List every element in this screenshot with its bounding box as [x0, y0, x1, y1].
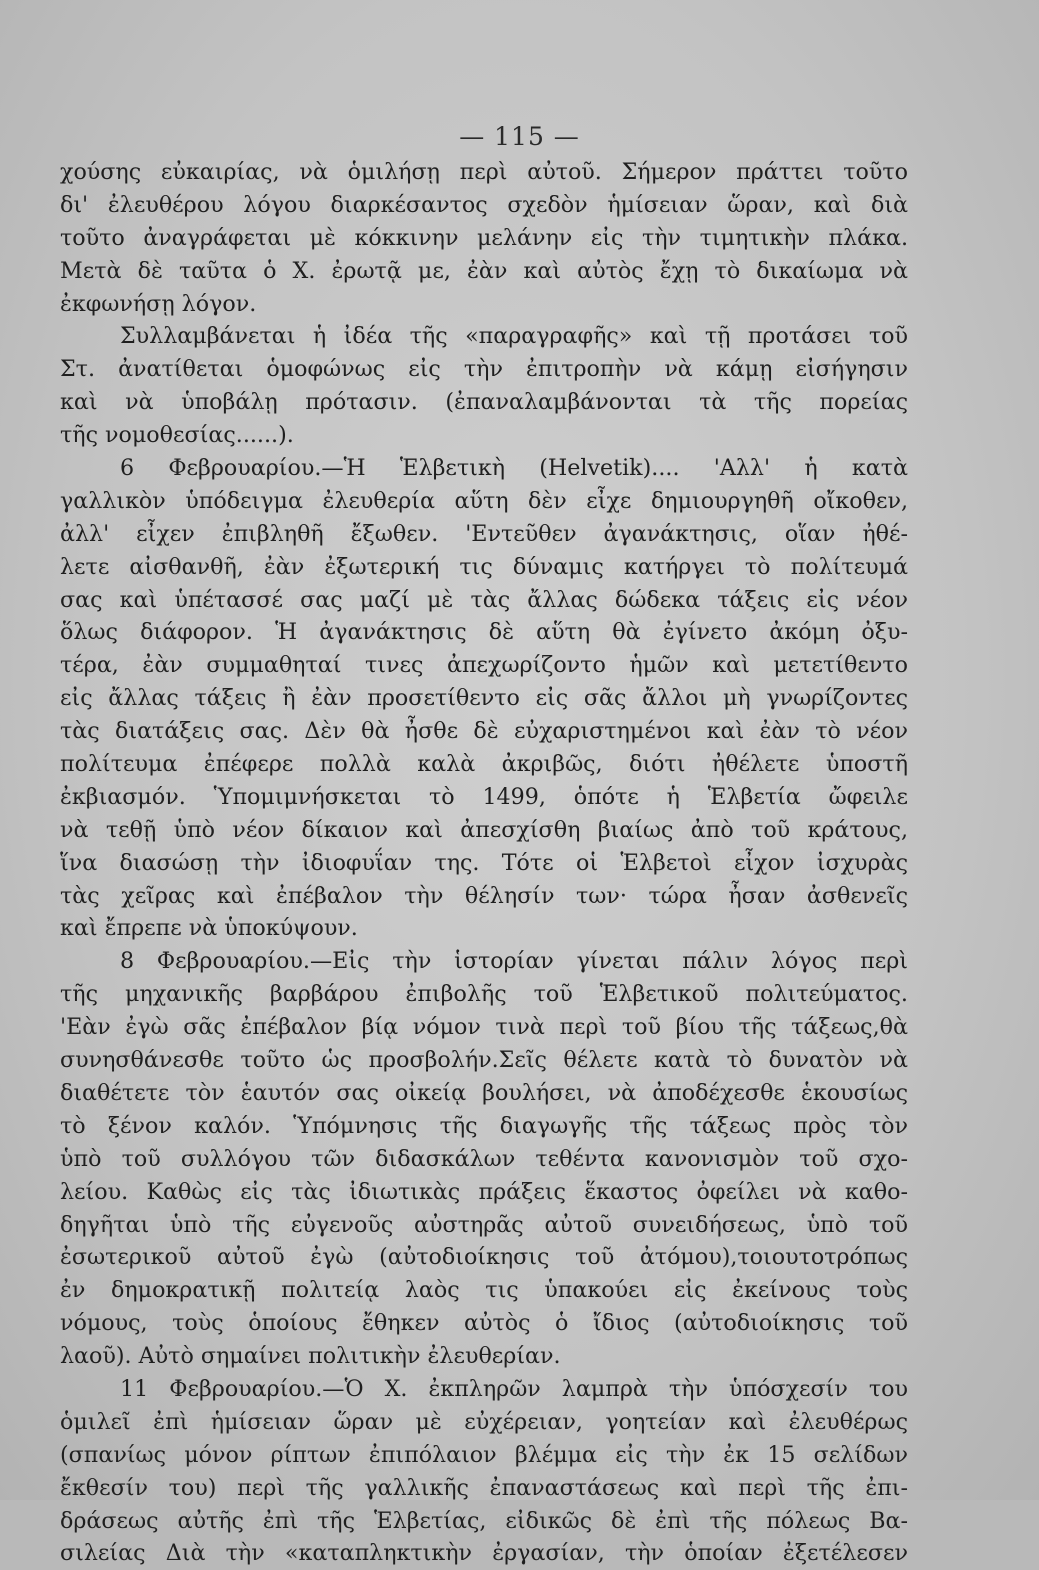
body-text: [60, 156, 908, 1570]
text-line: ἐν δημοκρατικῇ πολιτείᾳ λαὸς τις ὑπακούει εἰς ἐκείνους τοὺς: [60, 1277, 908, 1304]
text-line: συνησθάνεσθε τοῦτο ὡς προσβολήν.Σεῖς θέλετε κατὰ τὸ δυνατὸν νὰ: [60, 1047, 908, 1074]
text-line: λαοῦ). Αὐτὸ σημαίνει πολιτικὴν ἐλευθερίαν.: [60, 1343, 561, 1370]
text-line: ἐκφωνήσῃ λόγον.: [60, 290, 257, 317]
page-number: — 115 —: [459, 122, 580, 151]
text-line: τῆς νομοθεσίας......).: [60, 422, 294, 449]
text-line: (σπανίως μόνον ρίπτων ἐπιπόλαιον βλέμμα εἰς τὴν ἐκ 15 σελίδων: [60, 1441, 908, 1468]
text-line: ἐσωτερικοῦ αὐτοῦ ἐγὼ (αὐτοδιοίκησις τοῦ ἀτόμου),τοιουτοτρόπως: [60, 1244, 908, 1271]
text-line: τοῦτο ἀναγράφεται μὲ κόκκινην μελάνην εἰς τὴν τιμητικὴν πλάκα.: [60, 224, 908, 251]
text-line: 6 Φεβρουαρίου.—Ἡ Ἑλβετικὴ (Helvetik).... 'Αλλ' ἡ κατὰ: [120, 455, 908, 482]
text-line: τὰς χεῖρας καὶ ἐπέβαλον τὴν θέλησίν των· τώρα ἦσαν ἀσθενεῖς: [60, 882, 908, 909]
text-line: νὰ τεθῇ ὑπὸ νέον δίκαιον καὶ ἀπεσχίσθη βιαίως ἀπὸ τοῦ κράτους,: [60, 816, 908, 843]
text-line: καὶ νὰ ὑποβάλῃ πρότασιν. (ἐπαναλαμβάνονται τὰ τῆς πορείας: [60, 389, 908, 416]
text-line: ὁμιλεῖ ἐπὶ ἡμίσειαν ὥραν μὲ εὐχέρειαν, γοητείαν καὶ ἐλευθέρως: [60, 1408, 908, 1435]
text-line: 'Εὰν ἐγὼ σᾶς ἐπέβαλον βίᾳ νόμον τινὰ περὶ τοῦ βίου τῆς τάξεως,θὰ: [60, 1014, 908, 1041]
text-line: τὰς διατάξεις σας. Δὲν θὰ ἦσθε δὲ εὐχαριστημένοι καὶ ἐὰν τὸ νέον: [60, 718, 908, 745]
text-line: ἔκθεσίν του) περὶ τῆς γαλλικῆς ἐπαναστάσεως καὶ περὶ τῆς ἐπι-: [60, 1474, 908, 1501]
text-line: ὑπὸ τοῦ συλλόγου τῶν διδασκάλων τεθέντα κανονισμὸν τοῦ σχο-: [60, 1145, 908, 1172]
text-line: νόμους, τοὺς ὁποίους ἔθηκεν αὐτὸς ὁ ἴδιος (αὐτοδιοίκησις τοῦ: [60, 1310, 908, 1337]
text-line: τέρα, ἐὰν συμμαθηταί τινες ἀπεχωρίζοντο ἡμῶν καὶ μετετίθεντο: [60, 652, 908, 679]
text-line: λετε αἰσθανθῆ, ἐὰν ἐξωτερική τις δύναμις κατήργει τὸ πολίτευμά: [60, 553, 908, 580]
text-line: ἐκβιασμόν. Ὑπομιμνήσκεται τὸ 1499, ὁπότε ἡ Ἑλβετία ὤφειλε: [60, 783, 908, 810]
text-line: δι' ἐλευθέρου λόγου διαρκέσαντος σχεδὸν ἡμίσειαν ὥραν, καὶ διὰ: [60, 191, 908, 218]
text-line: 8 Φεβρουαρίου.—Εἰς τὴν ἱστορίαν γίνεται πάλιν λόγος περὶ: [120, 948, 908, 975]
text-line: τῆς μηχανικῆς βαρβάρου ἐπιβολῆς τοῦ Ἑλβετικοῦ πολιτεύματος.: [60, 981, 908, 1008]
text-line: ὅλως διάφορον. Ἡ ἀγανάκτησις δὲ αὕτη θὰ ἐγίνετο ἀκόμη ὀξυ-: [60, 619, 908, 646]
text-line: σας καὶ ὑπέτασσέ σας μαζί μὲ τὰς ἄλλας δώδεκα τάξεις εἰς νέον: [60, 586, 908, 613]
text-line: γαλλικὸν ὑπόδειγμα ἐλευθερία αὕτη δὲν εἶχε δημιουργηθῆ οἴκοθεν,: [60, 487, 908, 514]
text-line: 11 Φεβρουαρίου.—Ὁ Χ. ἐκπληρῶν λαμπρὰ τὴν ὑπόσχεσίν του: [120, 1375, 908, 1402]
text-line: σιλείας Διὰ τὴν «καταπληκτικὴν ἐργασίαν, τὴν ὁποίαν ἐξετέλεσεν: [60, 1540, 908, 1567]
text-line: ἵνα διασώσῃ τὴν ἰδιοφυΐαν της. Τότε οἱ Ἑλβετοὶ εἶχον ἰσχυρὰς: [60, 849, 908, 876]
text-line: τὸ ξένον καλόν. Ὑπόμνησις τῆς διαγωγῆς τῆς τάξεως πρὸς τὸν: [60, 1112, 908, 1139]
text-line: ἀλλ' εἶχεν ἐπιβληθῆ ἔξωθεν. 'Εντεῦθεν ἀγανάκτησις, οἵαν ἠθέ-: [60, 520, 908, 547]
text-line: εἰς ἄλλας τάξεις ἢ ἐὰν προσετίθεντο εἰς σᾶς ἄλλοι μὴ γνωρίζοντες: [60, 685, 908, 712]
text-line: Συλλαμβάνεται ἡ ἰδέα τῆς «παραγραφῆς» καὶ τῇ προτάσει τοῦ: [120, 323, 908, 350]
text-line: χούσης εὐκαιρίας, νὰ ὁμιλήσῃ περὶ αὐτοῦ. Σήμερον πράττει τοῦτο: [60, 159, 908, 185]
text-line: πολίτευμα ἐπέφερε πολλὰ καλὰ ἀκριβῶς, διότι ἠθέλετε ὑποστῆ: [60, 751, 908, 778]
text-line: Στ. ἀνατίθεται ὁμοφώνως εἰς τὴν ἐπιτροπὴν νὰ κάμῃ εἰσήγησιν: [60, 356, 908, 383]
text-line: λείου. Καθὼς εἰς τὰς ἰδιωτικὰς πράξεις ἕκαστος ὀφείλει νὰ καθο-: [60, 1178, 908, 1205]
text-line: δηγῆται ὑπὸ τῆς εὐγενοῦς αὐστηρᾶς αὐτοῦ συνειδήσεως, ὑπὸ τοῦ: [60, 1211, 908, 1238]
text-line: διαθέτετε τὸν ἑαυτόν σας οἰκείᾳ βουλήσει, νὰ ἀποδέχεσθε ἑκουσίως: [60, 1079, 908, 1106]
text-line: καὶ ἔπρεπε νὰ ὑποκύψουν.: [60, 915, 358, 942]
text-line: δράσεως αὐτῆς ἐπὶ τῆς Ἑλβετίας, εἰδικῶς δὲ ἐπὶ τῆς πόλεως Βα-: [60, 1507, 908, 1534]
text-line: Μετὰ δὲ ταῦτα ὁ Χ. ἐρωτᾷ με, ἐὰν καὶ αὐτὸς ἔχῃ τὸ δικαίωμα νὰ: [60, 257, 908, 284]
